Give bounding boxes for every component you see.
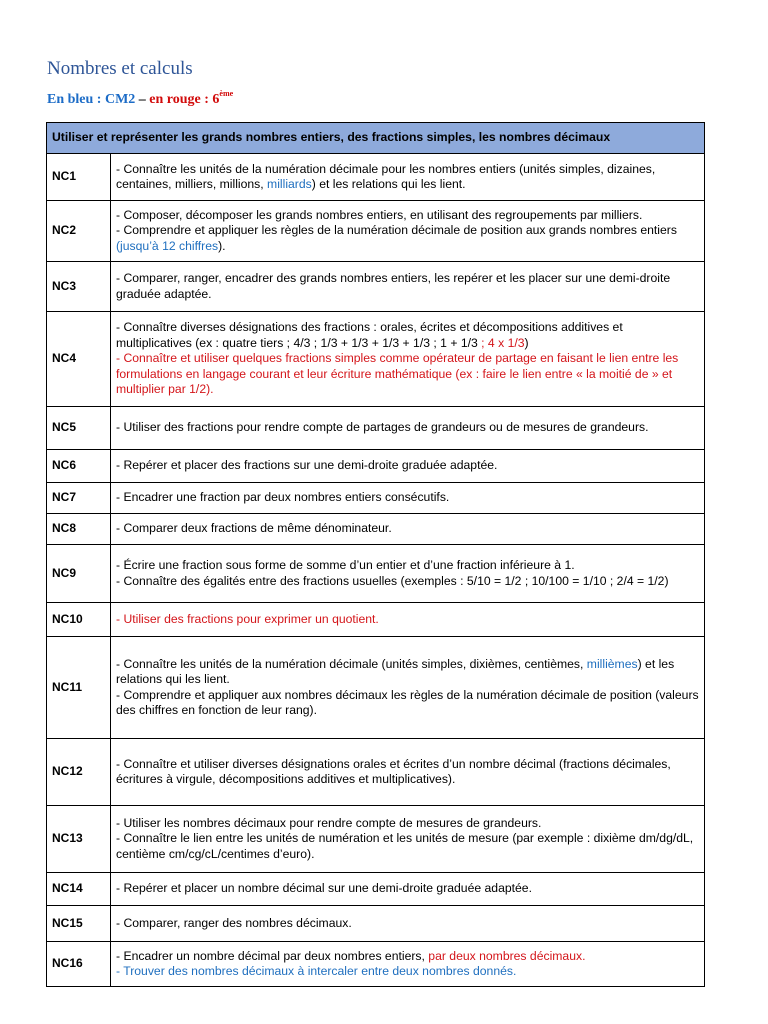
text-segment: ) et les relations qui les lient.	[116, 656, 675, 686]
competence-description	[111, 545, 705, 603]
description-line	[116, 757, 699, 788]
text-segment: - Comparer, ranger des nombres décimaux.	[116, 915, 352, 930]
competence-code: NC9	[47, 545, 111, 603]
text-segment: - Encadrer une fraction par deux nombres entiers consécutifs.	[116, 490, 450, 505]
competence-description	[111, 154, 705, 201]
text-segment: millièmes	[586, 656, 638, 671]
text-segment: (jusqu’à 12 chiffres	[116, 238, 219, 253]
text-segment: - Composer, décomposer les grands nombres entiers, en utilisant des regroupements par milliers.	[116, 207, 643, 222]
competence-code: NC12	[47, 739, 111, 806]
competence-code: NC16	[47, 942, 111, 987]
text-segment: par deux nombres décimaux.	[428, 948, 586, 963]
table-row	[47, 154, 705, 201]
table-row	[47, 450, 705, 483]
text-segment: - Comparer deux fractions de même dénominateur.	[116, 521, 392, 536]
competence-description	[111, 603, 705, 637]
competence-code: NC4	[47, 312, 111, 407]
description-line	[116, 208, 699, 224]
table-row	[47, 637, 705, 739]
description-line	[116, 162, 699, 193]
text-segment: - Connaître et utiliser diverses désignations orales et écrites d’un nombre décimal (fractions décimales, écritures à virgule, décompositions additives et multiplicatives).	[116, 756, 671, 786]
competence-description	[111, 906, 705, 942]
description-line	[116, 320, 699, 351]
competence-code: NC6	[47, 450, 111, 483]
text-segment: - Connaître les unités de la numération décimale pour les nombres entiers (unités simples, dizaines, centaines, milliers, millions,	[116, 161, 656, 191]
competence-code: NC5	[47, 407, 111, 450]
description-line	[116, 816, 699, 832]
description-line	[116, 271, 699, 302]
competence-code: NC3	[47, 262, 111, 312]
text-segment: ) et les relations qui les lient.	[311, 177, 466, 191]
text-segment: )	[524, 335, 529, 350]
competence-description	[111, 262, 705, 312]
competence-description	[111, 873, 705, 906]
color-legend	[47, 89, 233, 108]
text-segment: milliards	[267, 177, 312, 191]
competence-code: NC10	[47, 603, 111, 637]
table-header: Utiliser et représenter les grands nombres entiers, des fractions simples, les nombres décimaux	[47, 123, 705, 154]
text-segment: - Utiliser des fractions pour rendre compte de partages de grandeurs ou de mesures de grandeurs.	[116, 420, 649, 435]
description-line	[116, 521, 699, 537]
text-segment: - Connaître diverses désignations des fractions : orales, écrites et décompositions additives et multiplicatives (ex : quatre tiers ; 4/3 ; 1/3 + 1/3 + 1/3 + 1/3 ; 1 + 1/3	[116, 320, 623, 350]
competence-description	[111, 942, 705, 987]
description-line	[116, 688, 699, 719]
text-segment: - Connaître des égalités entre des fractions usuelles (exemples : 5/10 = 1/2 ; 10/100 = 1/10 ; 2/4 = 1/2)	[116, 573, 669, 588]
table-row	[47, 739, 705, 806]
legend-separator: –	[135, 92, 150, 107]
competence-code: NC15	[47, 906, 111, 942]
description-line	[116, 881, 699, 897]
competence-description	[111, 312, 705, 407]
text-segment: - Connaître et utiliser quelques fractions simples comme opérateur de partage en faisant le lien entre les formulations en langage courant et leur écriture mathématique (ex : faire le lien entre « la moitié de » et multiplier par 1/2).	[116, 351, 679, 397]
legend-6eme: en rouge : 6ème	[149, 89, 234, 107]
table-row	[47, 806, 705, 873]
text-segment: - Utiliser les nombres décimaux pour rendre compte de mesures de grandeurs.	[116, 815, 542, 830]
description-line	[116, 420, 699, 436]
description-line	[116, 964, 699, 980]
table-row	[47, 483, 705, 514]
text-segment: - Repérer et placer un nombre décimal sur une demi-droite graduée adaptée.	[116, 881, 532, 896]
text-segment: - Trouver des nombres décimaux à intercaler entre deux nombres donnés.	[116, 964, 517, 978]
table-row	[47, 514, 705, 545]
table-row	[47, 201, 705, 262]
competences-table	[46, 122, 705, 987]
competence-description	[111, 514, 705, 545]
competence-code: NC7	[47, 483, 111, 514]
competence-description	[111, 450, 705, 483]
description-line	[116, 657, 699, 688]
competence-code: NC13	[47, 806, 111, 873]
competence-description	[111, 637, 705, 739]
text-segment: - Repérer et placer des fractions sur une demi-droite graduée adaptée.	[116, 458, 498, 473]
text-segment: - Encadrer un nombre décimal par deux nombres entiers,	[116, 948, 429, 963]
text-segment: - Connaître les unités de la numération décimale (unités simples, dixièmes, centièmes,	[116, 656, 587, 671]
description-line	[116, 558, 699, 574]
text-segment: - Comparer, ranger, encadrer des grands nombres entiers, les repérer et les placer sur une demi-droite graduée adaptée.	[116, 271, 671, 301]
table-header-row	[47, 123, 705, 154]
competence-description	[111, 407, 705, 450]
description-line	[116, 574, 699, 590]
description-line	[116, 949, 699, 965]
competence-code: NC1	[47, 154, 111, 201]
table-row	[47, 312, 705, 407]
table-row	[47, 545, 705, 603]
description-line	[116, 612, 699, 628]
text-segment: - Utiliser des fractions pour exprimer un quotient.	[116, 611, 379, 626]
text-segment: - Connaître le lien entre les unités de numération et les unités de mesure (par exemple : dixième dm/dg/dL, centième cm/cg/cL/centimes d’euro).	[116, 831, 694, 861]
description-line	[116, 458, 699, 474]
table-body	[47, 154, 705, 987]
text-segment: ; 4 x 1/3	[481, 335, 525, 350]
table-row	[47, 873, 705, 906]
competence-code: NC8	[47, 514, 111, 545]
description-line	[116, 351, 699, 398]
description-line	[116, 490, 699, 506]
page-title: Nombres et calculs	[47, 58, 193, 79]
table-row	[47, 407, 705, 450]
table-row	[47, 262, 705, 312]
text-segment: - Comprendre et appliquer aux nombres décimaux les règles de la numération décimale de position (valeurs des chiffres en fonction de leur rang).	[116, 687, 699, 717]
table-row	[47, 906, 705, 942]
competence-description	[111, 739, 705, 806]
text-segment: - Comprendre et appliquer les règles de la numération décimale de position aux grands nombres entiers	[116, 223, 677, 238]
competence-description	[111, 806, 705, 873]
table-row	[47, 603, 705, 637]
table-row	[47, 942, 705, 987]
description-line	[116, 223, 699, 254]
competence-description	[111, 483, 705, 514]
text-segment: ).	[218, 238, 226, 253]
competence-code: NC14	[47, 873, 111, 906]
competence-description	[111, 201, 705, 262]
description-line	[116, 916, 699, 932]
competence-code: NC2	[47, 201, 111, 262]
legend-cm2: En bleu : CM2	[47, 92, 136, 107]
text-segment: - Écrire une fraction sous forme de somme d’un entier et d’une fraction inférieure à 1.	[116, 558, 575, 572]
description-line	[116, 831, 699, 862]
competence-code: NC11	[47, 637, 111, 739]
